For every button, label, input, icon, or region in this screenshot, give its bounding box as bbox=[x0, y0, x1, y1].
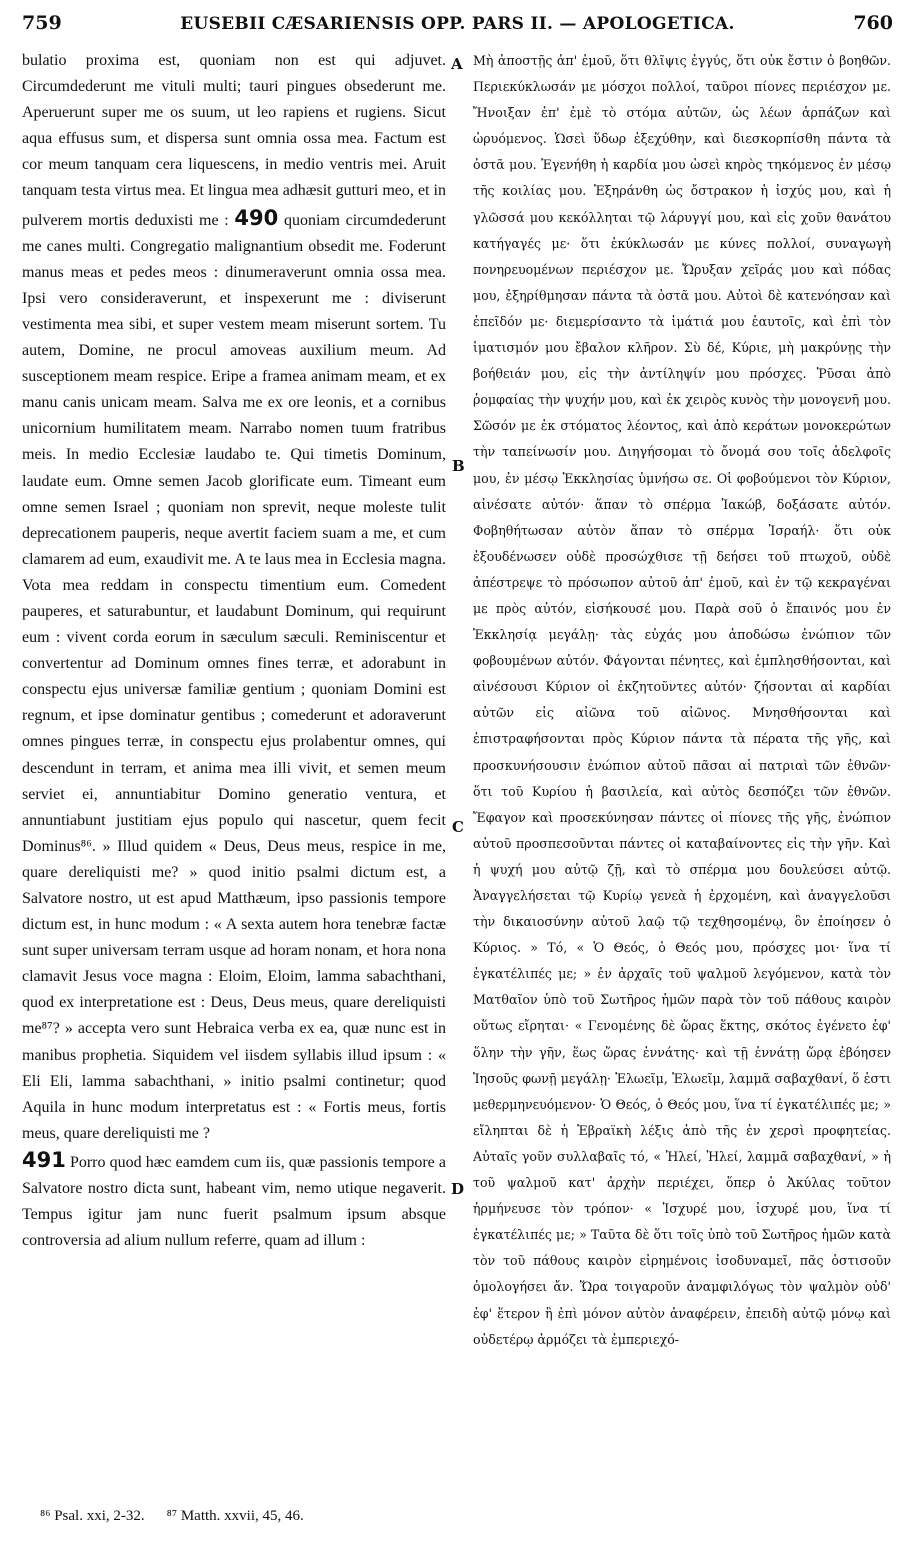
footnote-87: ⁸⁷ Matth. xxvii, 45, 46. bbox=[166, 1508, 304, 1524]
footnote-86: ⁸⁶ Psal. xxi, 2-32. bbox=[40, 1508, 145, 1524]
footnotes bbox=[40, 1508, 304, 1525]
margin-letter-c: C bbox=[452, 818, 464, 836]
left-page-number: 759 bbox=[22, 12, 62, 34]
right-page-number: 760 bbox=[853, 12, 893, 34]
section-number-491: 491 bbox=[22, 1147, 66, 1172]
latin-text bbox=[22, 48, 446, 1254]
running-title: EUSEBII CÆSARIENSIS OPP. PARS II. — APOLOGETICA. bbox=[180, 14, 735, 34]
margin-letter-b: B bbox=[452, 457, 465, 475]
latin-column bbox=[22, 48, 446, 1505]
latin-text-part-1: bulatio proxima est, quoniam non est qui adjuvet. Circumdederunt me vituli multi; tauri pingues obsederunt me. Aperuerunt super me os suum, ut leo rapiens et rugiens. Sicut aqua effusus sum, et dispersa sunt omnia ossa mea. Factum est cor meum tanquam cera liquescens, in medio ventris mei. Aruit tanquam testa virtus mea. Et lingua mea adhæsit gutturi meo, et in pulverem mortis deduxisti me : bbox=[22, 52, 446, 229]
section-number-490: 490 bbox=[234, 205, 279, 230]
margin-letter-d: D bbox=[451, 1180, 465, 1198]
latin-text-part-2: quoniam circumdederunt me canes multi. Congregatio malignantium obsedit me. Foderunt manus meas et pedes meos : dinumeraverunt omnia ossa mea. Ipsi vero consideraverunt, et inspexerunt me : diviserunt vestimenta mea sibi, et super vestem meam miserunt sortem. Tu autem, Domine, ne procul amoveas auxilium meum. Ad susceptionem meam respice. Eripe a framea animam meam, et ex manu canis unicam meam. Salva me ex ore leonis, et a cornibus unicornium humilitatem meam. Narrabo nomen tuum fratribus meis. In medio Ecclesiæ laudabo te. Qui timetis Dominum, laudate eum. Omne semen Jacob glorificate eum. Timeant eum omne semen Israel ; quoniam non sprevit, neque moleste tulit deprecationem pauperis, neque avertit faciem suam a me, et cum clamarem ad eum, exaudivit me. A te laus mea in Ecclesia magna. Vota mea reddam in conspectu timentium eum. Comedent pauperes, et saturabuntur, et laudabunt Dominum, qui requirunt eum : vivent corda eorum in sæculum sæculi. Reminiscentur et convertentur ad Dominum omnes fines terræ, et adorabunt in conspectu ejus universæ familiæ gentium ; quoniam Domini est regnum, et ipse dominatur gentibus ; comederunt et adoraverunt omnes pingues terræ, in conspectu ejus prolabentur omnes, qui descendunt in terram, et anima mea illi vivit, et semen meum serviet ei, annuntiabitur Domino generatio ventura, et annuntiabunt justitiam ejus populo qui nascetur, quem fecit Dominus⁸⁶. » Illud quidem « Deus, Deus meus, respice in me, quare dereliquisti me? » quod initio psalmi dictum est, a Salvatore nostro, ut est apud Matthæum, ipso passionis tempore dictum est, in hunc modum : « A sexta autem hora tenebræ factæ sunt super universam terram usque ad horam nonam, et hora nona clamavit Jesus voce magna : Eloim, Eloim, lamma sabachthani, quod ex interpretatione est : Deus, Deus meus, quare dereliquisti me⁸⁷? » accepta vero sunt Hebraica verba ex ea, quæ nunc est in manibus prophetia. Siquidem vel iisdem syllabis illud ipsum : « Eli Eli, lamma sabachthani, » initio psalmi continetur; quod Aquila in hunc modum interpretatus est : « Fortis meus, fortis meus, quare dereliquisti me ? bbox=[22, 211, 446, 1142]
running-header bbox=[22, 12, 893, 42]
latin-text-part-3: Porro quod hæc eamdem cum iis, quæ passionis tempore a Salvatore nostro dicta sunt, habeant vim, nemo utique negaverit. Tempus igitur jam nunc fuerit psalmum ipsum absque controversia ad alium nullum referre, quam ad illum : bbox=[22, 1153, 446, 1250]
greek-column bbox=[473, 48, 891, 1505]
greek-text: Μὴ ἀποστῇς ἀπ' ἐμοῦ, ὅτι θλῖψις ἐγγύς, ὅτι οὐκ ἔστιν ὁ βοηθῶν. Περιεκύκλωσάν με μόσχοι πολλοί, ταῦροι πίονες περιέσχον με. Ἤνοιξαν ἐπ' ἐμὲ τὸ στόμα αὐτῶν, ὡς λέων ἁρπάζων καὶ ὠρυόμενος. Ὡσεὶ ὕδωρ ἐξεχύθην, καὶ διεσκορπίσθη πάντα τὰ ὀστᾶ μου. Ἐγενήθη ἡ καρδία μου ὡσεὶ κηρὸς τηκόμενος ἐν μέσῳ τῆς κοιλίας μου. Ἐξηράνθη ὡς ὄστρακον ἡ ἰσχύς μου, καὶ ἡ γλῶσσά μου κεκόλληται τῷ λάρυγγί μου, καὶ εἰς χοῦν θανάτου κατήγαγές με· ὅτι ἐκύκλωσάν με κύνες πολλοί, συναγωγὴ πονηρευομένων περιέσχον με. Ὤρυξαν χεῖράς μου καὶ πόδας μου, ἐξηρίθμησαν πάντα τὰ ὀστᾶ μου. Αὐτοὶ δὲ κατενόησαν καὶ ἐπεῖδόν με· διεμερίσαντο τὰ ἱμάτιά μου ἑαυτοῖς, καὶ ἐπὶ τὸν ἱματισμόν μου ἔβαλον κλῆρον. Σὺ δέ, Κύριε, μὴ μακρύνῃς τὴν βοήθειάν μου, εἰς τὴν ἀντίληψίν μου πρόσχες. Ῥῦσαι ἀπὸ ῥομφαίας τὴν ψυχήν μου, καὶ ἐκ χειρὸς κυνὸς τὴν μονογενῆ μου. Σῶσόν με ἐκ στόματος λέοντος, καὶ ἀπὸ κεράτων μονοκερώτων τὴν ταπείνωσίν μου. Διηγήσομαι τὸ ὄνομά σου τοῖς ἀδελφοῖς μου, ἐν μέσῳ Ἐκκλησίας ὑμνήσω σε. Οἱ φοβούμενοι τὸν Κύριον, αἰνέσατε αὐτόν· ἅπαν τὸ σπέρμα Ἰακώβ, δοξάσατε αὐτόν. Φοβηθήτωσαν αὐτὸν ἅπαν τὸ σπέρμα Ἰσραήλ· ὅτι οὐκ ἐξουδένωσεν οὐδὲ προσώχθισε τῇ δεήσει τοῦ πτωχοῦ, οὐδὲ ἀπέστρεψε τὸ πρόσωπον αὐτοῦ ἀπ' ἐμοῦ, καὶ ἐν τῷ κεκραγέναι με πρὸς αὐτόν, εἰσήκουσέ μου. Παρὰ σοῦ ὁ ἔπαινός μου ἐν Ἐκκλησίᾳ μεγάλῃ· τὰς εὐχάς μου ἀποδώσω ἐνώπιον τῶν φοβουμένων αὐτόν. Φάγονται πένητες, καὶ ἐμπλησθήσονται, καὶ αἰνέσουσι Κύριον οἱ ἐκζητοῦντες αὐτόν· ζήσονται αἱ καρδίαι αὐτῶν εἰς αἰῶνα τοῦ αἰῶνος. Μνησθήσονται καὶ ἐπιστραφήσονται πρὸς Κύριον πάντα τὰ πέρατα τῆς γῆς, καὶ προσκυνήσουσιν ἐνώπιον αὐτοῦ πᾶσαι αἱ πατριαὶ τῶν ἐθνῶν· ὅτι τοῦ Κυρίου ἡ βασιλεία, καὶ αὐτὸς δεσπόζει τῶν ἐθνῶν. Ἔφαγον καὶ προσεκύνησαν πάντες οἱ πίονες τῆς γῆς, ἐνώπιον αὐτοῦ προσπεσοῦνται πάντες οἱ καταβαίνοντες εἰς τὴν γῆν. Καὶ ἡ ψυχή μου αὐτῷ ζῇ, καὶ τὸ σπέρμα μου δουλεύσει αὐτῷ. Ἀναγγελήσεται τῷ Κυρίῳ γενεὰ ἡ ἐρχομένη, καὶ ἀναγγελοῦσι τὴν δικαιοσύνην αὐτοῦ λαῷ τῷ τεχθησομένῳ, ὃν ἐποίησεν ὁ Κύριος. » Τό, « Ὁ Θεός, ὁ Θεός μου, πρόσχες μοι· ἵνα τί ἐγκατέλιπές με; » ἐν ἀρχαῖς τοῦ ψαλμοῦ λεγόμενον, κατὰ τὸν Ματθαῖον ὑπὸ τοῦ Σωτῆρος ἡμῶν παρὰ τὸν τοῦ πάθους καιρὸν οὕτως εἴρηται· « Γενομένης δὲ ὥρας ἕκτης, σκότος ἐγένετο ἐφ' ὅλην τὴν γῆν, ἕως ὥρας ἐννάτης· καὶ τῇ ἐννάτῃ ὥρᾳ ἐβόησεν Ἰησοῦς φωνῇ μεγάλῃ· Ἐλωεῖμ, Ἐλωεῖμ, λαμμᾶ σαβαχθανί, ὅ ἐστι μεθερμηνευόμενον· Ὁ Θεός, ὁ Θεός μου, ἵνα τί ἐγκατέλιπές με; » εἴληπται δὲ ἡ Ἑβραϊκὴ λέξις ἀπὸ τῆς ἐν χερσὶ προφητείας. Αὐταῖς γοῦν συλλαβαῖς τό, « Ἠλεί, Ἠλεί, λαμμᾶ σαβαχθανί, » ἡ τοῦ ψαλμοῦ κατ' ἀρχὴν περιέχει, ὅπερ ὁ Ἀκύλας τοῦτον ἡρμήνευσε τὸν τρόπον· « Ἰσχυρέ μου, ἰσχυρέ μου, ἵνα τί ἐγκατέλιπές με; » Ταῦτα δὲ ὅτι τοῖς ὑπὸ τοῦ Σωτῆρος ἡμῶν κατὰ τὸν τοῦ πάθους καιρὸν εἰρημένοις ἰσοδυναμεῖ, πᾶς ὁστισοῦν ὁμολογήσει ἄν. Ὥρα τοιγαροῦν ἀναμφιλόγως τὸν ψαλμὸν οὐδ' ἐφ' ἕτερον ἢ ἐπὶ μόνον αὐτὸν ἀναφέρειν, ἐπειδὴ αὐτῷ μόνῳ καὶ οὐδετέρῳ ἁρμόζει τὰ ἐμπεριεχό- bbox=[473, 53, 891, 1347]
margin-letter-a: A bbox=[451, 55, 463, 73]
